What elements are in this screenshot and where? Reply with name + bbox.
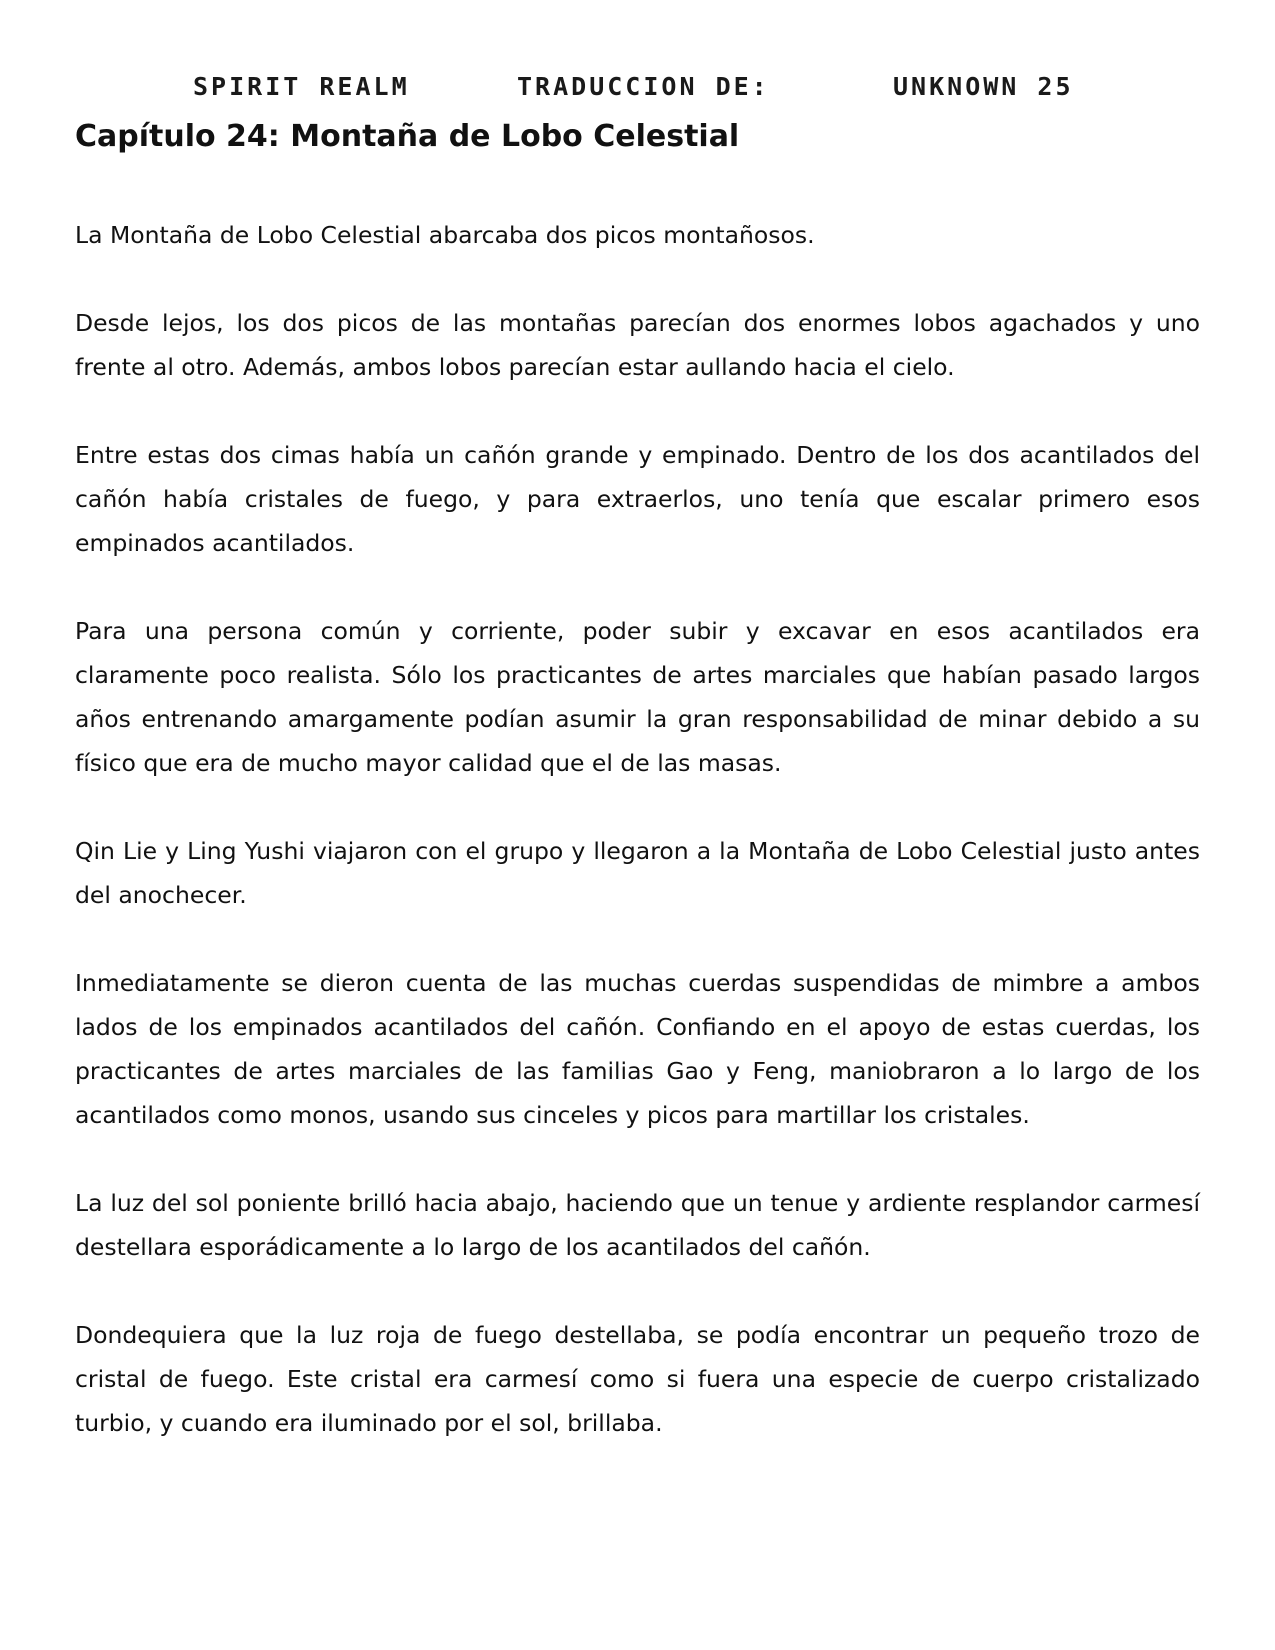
page-header bbox=[75, 72, 1200, 112]
paragraph: Dondequiera que la luz roja de fuego destellaba, se podía encontrar un pequeño trozo de cristal de fuego. Este cristal era carmesí como si fuera una especie de cuerpo cristalizado turbio, y cuando era iluminado por el sol, brillaba. bbox=[75, 1321, 1200, 1437]
paragraph: Desde lejos, los dos picos de las montañas parecían dos enormes lobos agachados y uno frente al otro. Además, ambos lobos parecían estar aullando hacia el cielo. bbox=[75, 309, 1200, 381]
paragraph: Para una persona común y corriente, poder subir y excavar en esos acantilados era claramente poco realista. Sólo los practicantes de artes marciales que habían pasado largos años entrenando amargamente podían asumir la gran responsabilidad de minar debido a su físico que era de mucho mayor calidad que el de las masas. bbox=[75, 617, 1200, 777]
paragraph: La luz del sol poniente brilló hacia abajo, haciendo que un tenue y ardiente resplandor carmesí destellara esporádicamente a lo largo de los acantilados del cañón. bbox=[75, 1189, 1200, 1261]
paragraph: Entre estas dos cimas había un cañón grande y empinado. Dentro de los dos acantilados del cañón había cristales de fuego, y para extraerlos, uno tenía que escalar primero esos empinados acantilados. bbox=[75, 441, 1200, 557]
document-page bbox=[75, 0, 1200, 1650]
chapter-body bbox=[75, 213, 1200, 1489]
chapter-title: Capítulo 24: Montaña de Lobo Celestial bbox=[75, 119, 740, 154]
header-translation-label: TRADUCCION DE: bbox=[517, 72, 770, 101]
header-series-title: SPIRIT REALM bbox=[193, 72, 410, 101]
paragraph: La Montaña de Lobo Celestial abarcaba dos picos montañosos. bbox=[75, 221, 815, 249]
paragraph: Qin Lie y Ling Yushi viajaron con el grupo y llegaron a la Montaña de Lobo Celestial justo antes del anochecer. bbox=[75, 837, 1200, 909]
header-translator-name: UNKNOWN 25 bbox=[893, 72, 1074, 101]
paragraph: Inmediatamente se dieron cuenta de las muchas cuerdas suspendidas de mimbre a ambos lados de los empinados acantilados del cañón. Confiando en el apoyo de estas cuerdas, los practicantes de artes marciales de las familias Gao y Feng, maniobraron a lo largo de los acantilados como monos, usando sus cinceles y picos para martillar los cristales. bbox=[75, 969, 1200, 1129]
